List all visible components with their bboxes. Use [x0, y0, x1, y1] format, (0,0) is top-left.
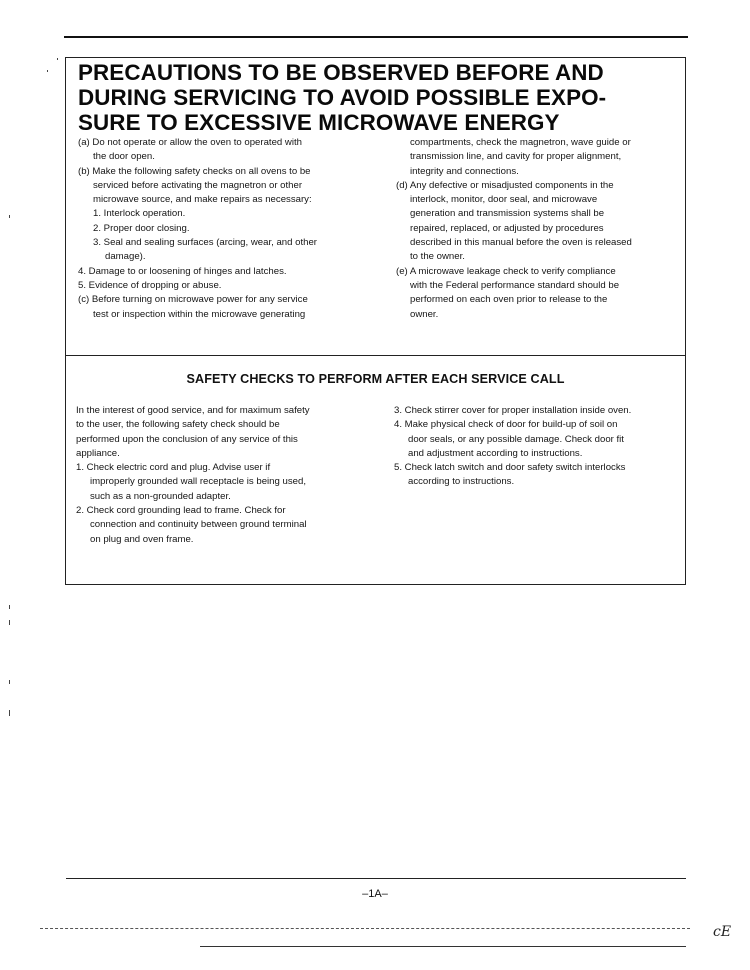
scan-speck — [47, 70, 48, 72]
precaution-line: test or inspection within the microwave generating — [93, 308, 306, 320]
precaution-line: 3. Seal and sealing surfaces (arcing, wear, and other — [93, 237, 317, 249]
precaution-line: (e) A microwave leakage check to verify compliance — [396, 265, 616, 277]
safety-check-line: connection and continuity between ground terminal — [90, 519, 307, 531]
scan-speck — [57, 58, 58, 60]
precaution-line: owner. — [410, 308, 439, 320]
safety-check-line: 4. Make physical check of door for build-up of soil on — [394, 419, 618, 431]
safety-checks-heading: SAFETY CHECKS TO PERFORM AFTER EACH SERVICE CALL — [186, 372, 565, 386]
precaution-line: transmission line, and cavity for proper alignment, — [410, 151, 622, 163]
precaution-line: with the Federal performance standard should be — [410, 279, 620, 291]
precaution-line: 4. Damage to or loosening of hinges and latches. — [78, 265, 287, 277]
scan-speck — [9, 710, 10, 716]
page-title — [78, 60, 678, 135]
precaution-line: to the owner. — [410, 251, 465, 263]
precaution-line: (d) Any defective or misadjusted components in the — [396, 179, 614, 191]
title-line: PRECAUTIONS TO BE OBSERVED BEFORE AND — [78, 60, 604, 85]
safety-check-line: on plug and oven frame. — [90, 533, 194, 545]
precaution-line: (c) Before turning on microwave power for any service — [78, 294, 308, 306]
safety-check-line: improperly grounded wall receptacle is being used, — [90, 476, 306, 488]
precaution-line: interlock, monitor, door seal, and microwave — [410, 194, 598, 206]
safety-check-line: such as a non-grounded adapter. — [90, 490, 231, 502]
safety-check-line: performed upon the conclusion of any service of this — [76, 433, 298, 445]
safety-check-line: according to instructions. — [408, 476, 515, 488]
title-line: SURE TO EXCESSIVE MICROWAVE ENERGY — [78, 110, 560, 135]
precaution-line: 1. Interlock operation. — [93, 208, 186, 220]
safety-check-line: appliance. — [76, 447, 120, 459]
precaution-line: repaired, replaced, or adjusted by procedures — [410, 222, 604, 234]
precautions-right-column — [396, 136, 632, 322]
title-line: DURING SERVICING TO AVOID POSSIBLE EXPO- — [78, 85, 607, 110]
precautions-left-column — [78, 136, 317, 322]
precaution-line: integrity and connections. — [410, 165, 519, 177]
safety-check-line: 5. Check latch switch and door safety switch interlocks — [394, 462, 626, 474]
precaution-line: described in this manual before the oven is released — [410, 237, 632, 249]
precaution-line: generation and transmission systems shall be — [410, 208, 605, 220]
safety-checks-left-column — [76, 404, 310, 547]
precaution-line: performed on each oven prior to release to the — [410, 294, 608, 306]
precaution-line: (b) Make the following safety checks on all ovens to be — [78, 165, 311, 177]
scan-speck — [9, 680, 10, 684]
precaution-line: compartments, check the magnetron, wave guide or — [410, 137, 631, 148]
safety-check-line: In the interest of good service, and for maximum safety — [76, 405, 310, 416]
top-rule — [64, 36, 688, 38]
safety-check-line: 2. Check cord grounding lead to frame. Check for — [76, 505, 286, 517]
precaution-line: damage). — [105, 251, 146, 263]
safety-check-line: door seals, or any possible damage. Check door fit — [408, 433, 624, 445]
scan-speck — [9, 620, 10, 625]
precaution-line: (a) Do not operate or allow the oven to operated with — [78, 137, 302, 148]
scan-speck — [9, 605, 10, 609]
safety-check-line: 1. Check electric cord and plug. Advise user if — [76, 462, 271, 474]
page-number: –1A– — [362, 888, 388, 900]
scan-base-rule — [200, 946, 686, 947]
scan-dashed-rule — [40, 928, 690, 929]
safety-checks-right-column — [394, 404, 631, 490]
safety-check-line: to the user, the following safety check should be — [76, 419, 280, 431]
precaution-line: 5. Evidence of dropping or abuse. — [78, 279, 222, 291]
handwritten-corner-mark: cE — [713, 924, 732, 940]
precaution-line: microwave source, and make repairs as necessary: — [93, 194, 312, 206]
precaution-line: the door open. — [93, 151, 155, 163]
safety-check-line: 3. Check stirrer cover for proper installation inside oven. — [394, 405, 632, 416]
safety-check-line: and adjustment according to instructions. — [408, 447, 583, 459]
precaution-line: 2. Proper door closing. — [93, 222, 190, 234]
scan-speck — [9, 215, 10, 218]
bottom-rule — [66, 878, 686, 879]
precaution-line: serviced before activating the magnetron or other — [93, 179, 303, 191]
